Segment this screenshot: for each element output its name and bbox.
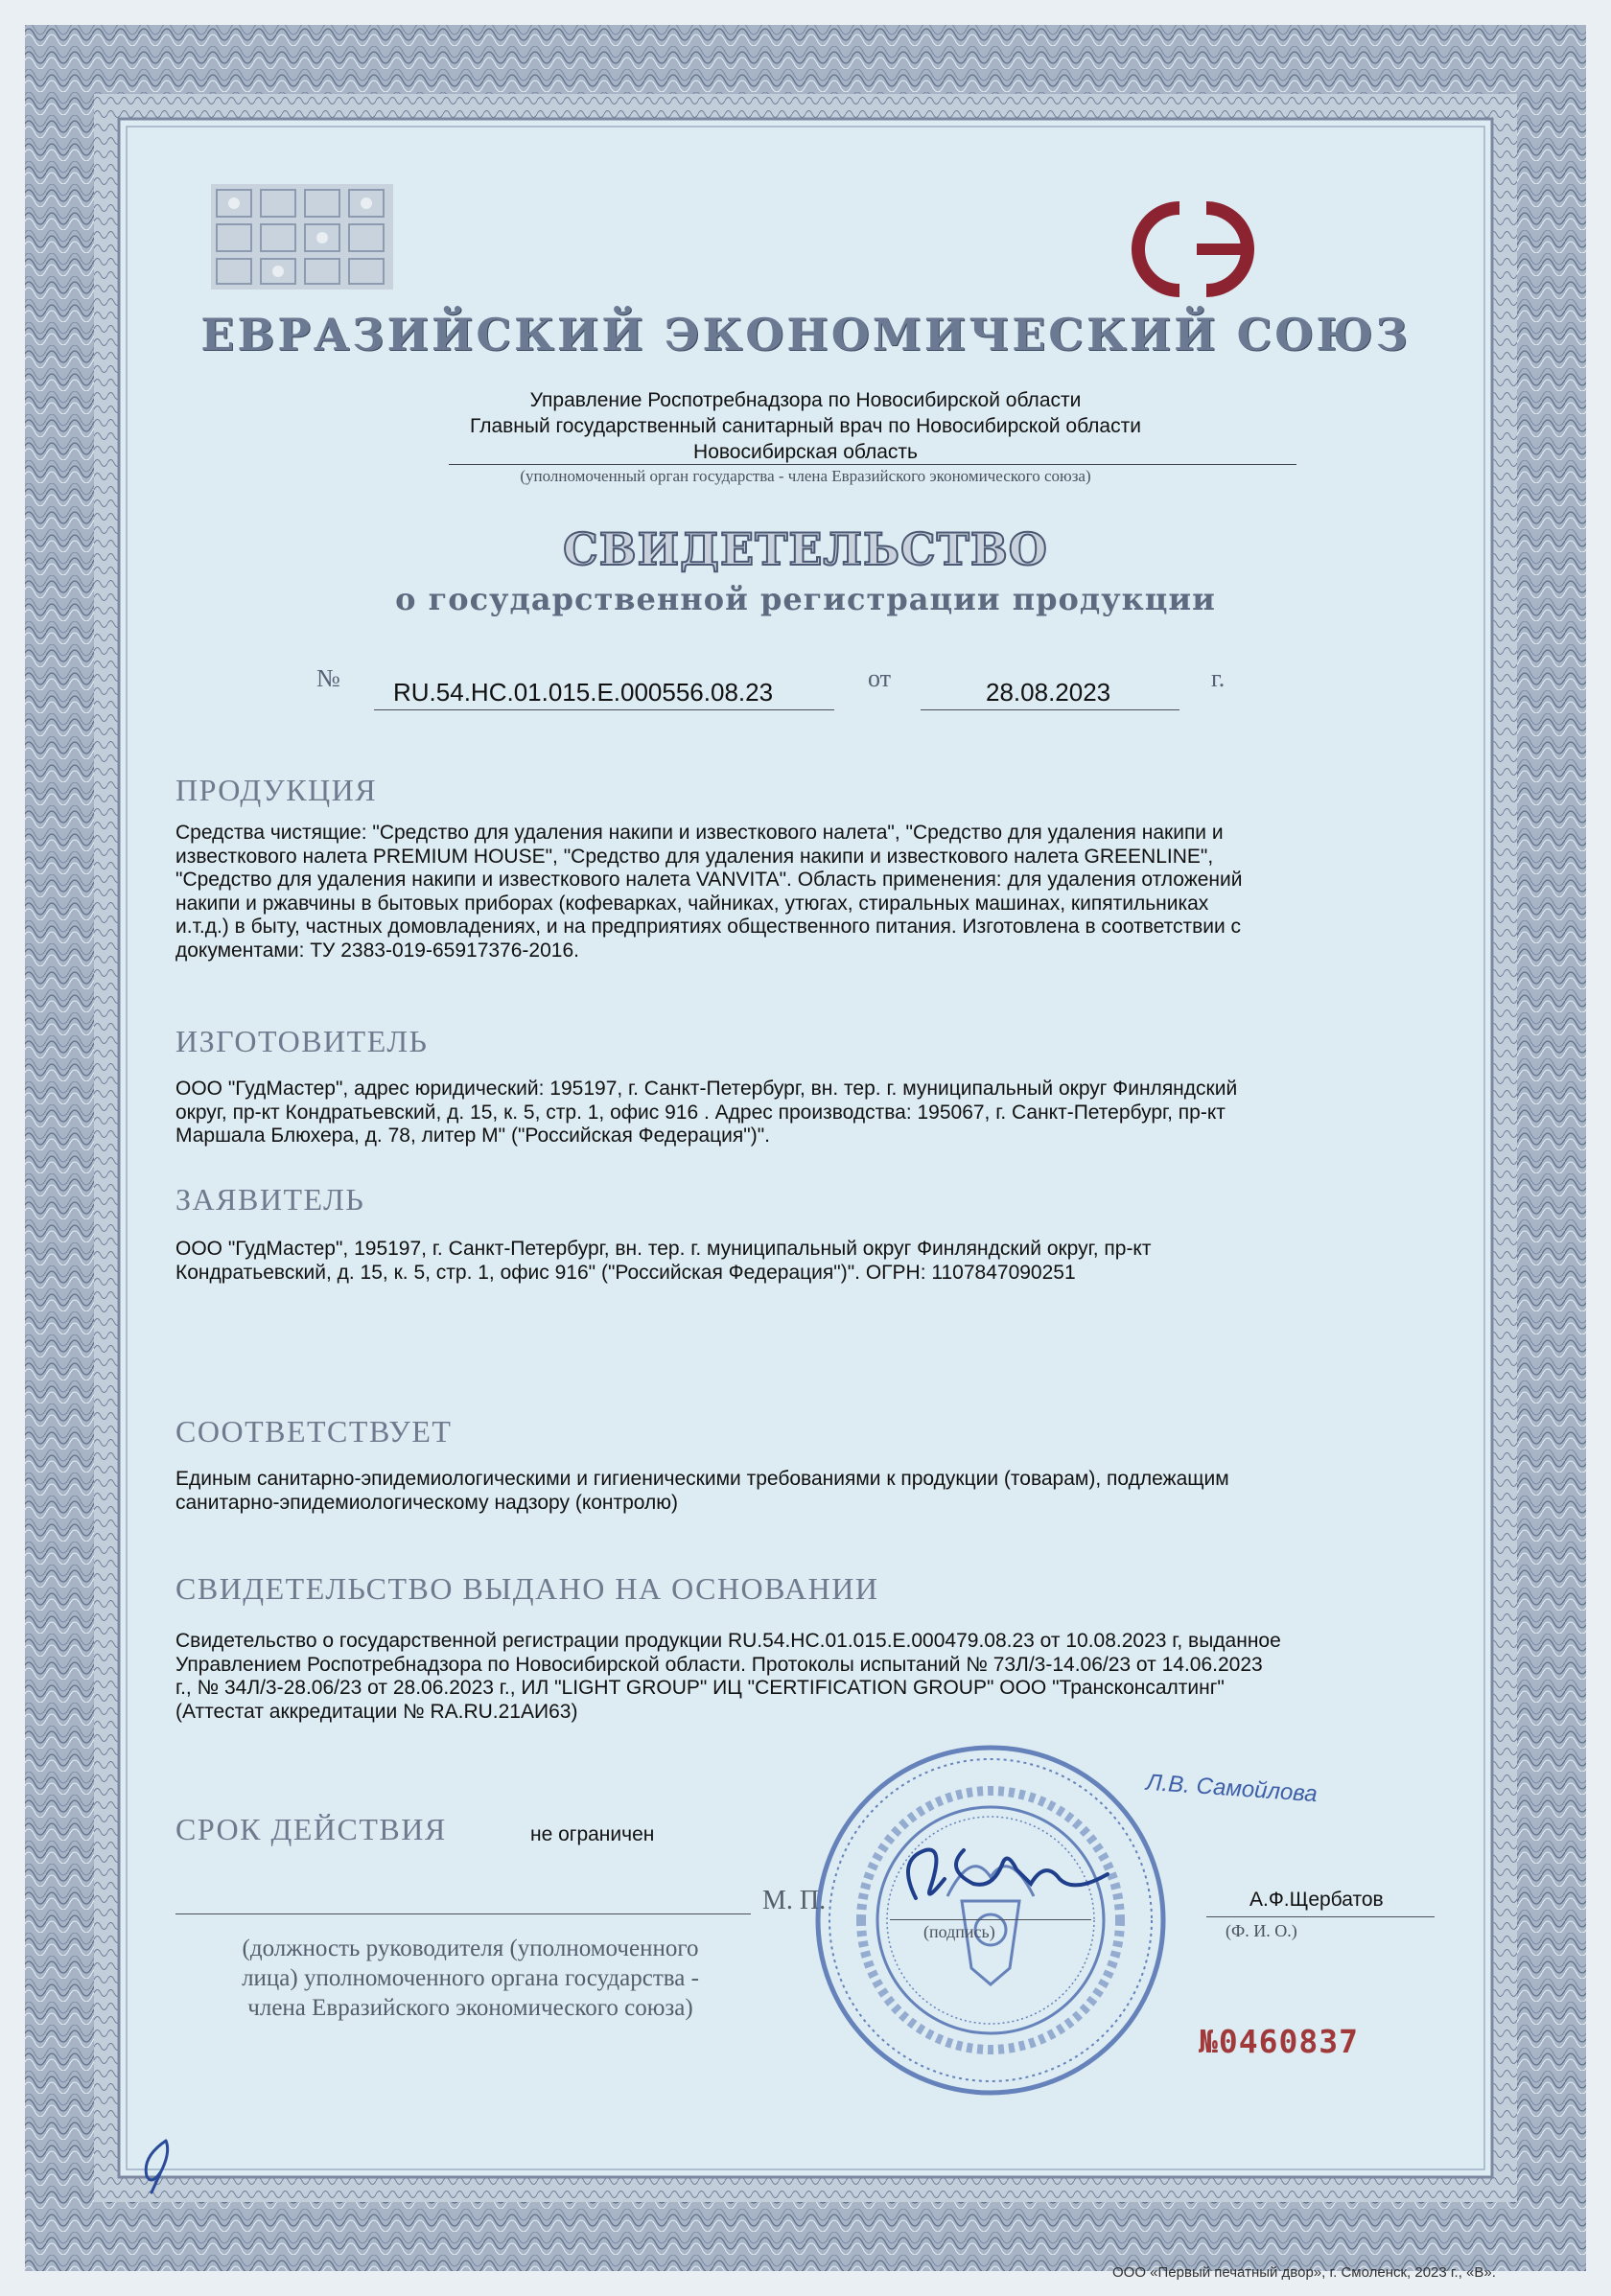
- applicant-line: ООО "ГудМастер", 195197, г. Санкт-Петербург, вн. тер. г. муниципальный округ Финляндский округ, пр-кт: [175, 1238, 1152, 1260]
- handwritten-mark-icon: [132, 2133, 190, 2200]
- product-text: [175, 822, 1389, 962]
- authority-caption: (уполномоченный орган государства - члена Евразийского экономического союза): [520, 467, 1091, 485]
- official-stamp-icon: [804, 1733, 1178, 2107]
- conforms-line: Единым санитарно-эпидемиологическими и гигиеническими требованиями к продукции (товарам), подлежащим: [175, 1468, 1229, 1490]
- product-line: документами: ТУ 2383-019-65917376-2016.: [175, 939, 579, 962]
- basis-line: Управлением Роспотребнадзора по Новосибирской области. Протоколы испытаний № 73Л/3-14.06/23 от 14.06.2023: [175, 1653, 1263, 1676]
- hologram-icon: [211, 184, 393, 290]
- manufacturer-text: [175, 1078, 1389, 1148]
- manufacturer-line: ООО "ГудМастер", адрес юридический: 195197, г. Санкт-Петербург, вн. тер. г. муниципальный округ Финляндский: [175, 1078, 1238, 1100]
- authority-line-2: Главный государственный санитарный врач по Новосибирской области: [470, 415, 1141, 437]
- manufacturer-line: Маршала Блюхера, д. 78, литер М" ("Российская Федерация")".: [175, 1125, 771, 1147]
- product-line: "Средство для удаления накипи и известкового налета VANVITA". Область применения: для удаления отложений: [175, 869, 1243, 891]
- section-heading-product: ПРОДУКЦИЯ: [175, 773, 378, 807]
- signature-caption: (подпись): [923, 1922, 995, 1941]
- number-underline: [374, 709, 834, 710]
- eac-logo-icon: [1122, 197, 1271, 302]
- certificate-title: СВИДЕТЕЛЬСТВО: [563, 523, 1048, 575]
- section-heading-validity: СРОК ДЕЙСТВИЯ: [175, 1812, 447, 1846]
- section-heading-manufacturer: ИЗГОТОВИТЕЛЬ: [175, 1024, 429, 1058]
- fio-underline: [1206, 1916, 1435, 1917]
- union-title: ЕВРАЗИЙСКИЙ ЭКОНОМИЧЕСКИЙ СОЮЗ: [200, 309, 1411, 360]
- date-underline: [921, 709, 1179, 710]
- basis-line: (Аттестат аккредитации № RA.RU.21АИ63): [175, 1700, 578, 1723]
- authority-line-3: Новосибирская область: [693, 441, 918, 463]
- handwritten-name: Л.В. Самойлова: [1145, 1769, 1319, 1808]
- basis-line: г., № 34Л/3-28.06/23 от 28.06.2023 г., ИЛ "LIGHT GROUP" ИЦ "CERTIFICATION GROUP" ООО "Трансконсалтинг": [175, 1677, 1225, 1699]
- certificate-date: 28.08.2023: [986, 678, 1111, 707]
- applicant-text: [175, 1238, 1389, 1285]
- manufacturer-line: округ, пр-кт Кондратьевский, д. 15, к. 5, стр. 1, офис 916 . Адрес производства: 195067, г. Санкт-Петербург, пр-кт: [175, 1101, 1226, 1124]
- position-caption-line: лица) уполномоченного органа государства -: [242, 1965, 699, 1991]
- signature-underline: [890, 1919, 1091, 1920]
- section-heading-basis: СВИДЕТЕЛЬСТВО ВЫДАНО НА ОСНОВАНИИ: [175, 1571, 879, 1606]
- fio-caption: (Ф. И. О.): [1226, 1921, 1297, 1940]
- basis-line: Свидетельство о государственной регистрации продукции RU.54.НС.01.015.Е.000479.08.23 от 10.08.2023 г, выданное: [175, 1630, 1281, 1652]
- serial-number: №0460837: [1199, 2023, 1359, 2060]
- authority-line-1: Управление Роспотребнадзора по Новосибирской области: [529, 389, 1082, 411]
- product-line: известкового налета PREMIUM HOUSE", "Средство для удаления накипи и известкового налета GREENLINE",: [175, 845, 1214, 868]
- signature-icon: [887, 1831, 1136, 1917]
- validity-value: не ограничен: [530, 1823, 655, 1845]
- position-caption: [175, 1934, 765, 2023]
- year-suffix: г.: [1211, 664, 1226, 692]
- product-line: накипи и ржавчины в бытовых приборах (кофеварках, чайниках, утюгах, стиральных машинах, кипятильниках: [175, 892, 1209, 915]
- certificate-subtitle: о государственной регистрации продукции: [395, 581, 1216, 617]
- conforms-line: санитарно-эпидемиологическому надзору (контролю): [175, 1491, 679, 1514]
- date-from-label: от: [868, 664, 892, 692]
- conforms-text: [175, 1468, 1389, 1515]
- stamp-place-label: М. П.: [762, 1886, 827, 1915]
- product-line: и.т.д.) в быту, частных домовладениях, и на предприятиях общественного питания. Изготовлена в соответствии с: [175, 916, 1242, 938]
- basis-text: [175, 1630, 1389, 1724]
- product-line: Средства чистящие: "Средство для удаления накипи и известкового налета", "Средство для удаления накипи и: [175, 822, 1224, 844]
- authority-underline: [449, 464, 1296, 465]
- section-heading-applicant: ЗАЯВИТЕЛЬ: [175, 1182, 365, 1217]
- position-caption-line: члена Евразийского экономического союза): [247, 1995, 693, 2021]
- signer-name: А.Ф.Щербатов: [1249, 1889, 1384, 1911]
- position-underline: [175, 1913, 751, 1914]
- section-heading-conforms: СООТВЕТСТВУЕТ: [175, 1414, 453, 1449]
- number-label: №: [316, 664, 340, 692]
- position-caption-line: (должность руководителя (уполномоченного: [242, 1936, 699, 1961]
- applicant-line: Кондратьевский, д. 15, к. 5, стр. 1, офис 916" ("Российская Федерация")". ОГРН: 1107847090251: [175, 1261, 1076, 1284]
- certificate-number: RU.54.НС.01.015.Е.000556.08.23: [393, 678, 774, 707]
- printer-imprint: ООО «Первый печатный двор», г. Смоленск, 2023 г., «В».: [1112, 2264, 1496, 2281]
